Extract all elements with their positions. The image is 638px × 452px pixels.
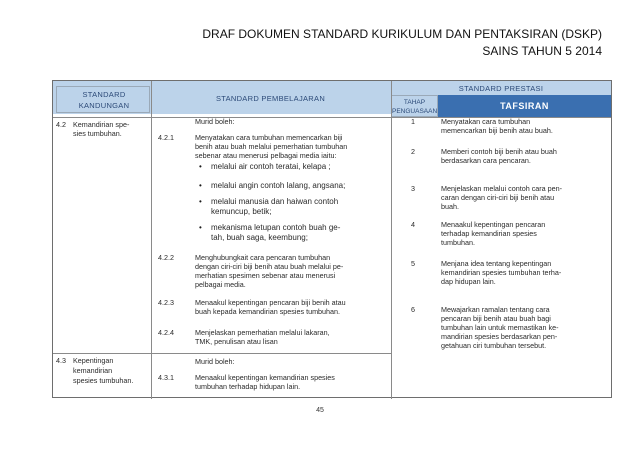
tafsiran-text: getahuan ciri tumbuhan tersebut. [441,341,547,350]
tafsiran-text: buah. [441,202,459,211]
bullet-text: melalui air contoh teratai, kelapa ; [211,162,331,171]
tahap-number: 5 [411,259,415,268]
pembelajaran-text: sebenar atau menerusi pelbagai media iaitu: [195,151,337,160]
pembelajaran-code: 4.2.2 [158,253,174,262]
header-kandungan-line1: STANDARD [82,90,126,99]
bullet-text: tah, buah saga, keembung; [211,233,308,242]
page-number: 45 [316,407,324,414]
bullet-dot-icon: • [199,197,202,206]
kandungan-text: spesies tumbuhan. [73,376,134,385]
kandungan-text: Kemandirian spe- [73,120,130,129]
header-standard-prestasi: STANDARD PRESTASI [458,84,544,93]
header-subtitle: SAINS TAHUN 5 2014 [482,44,602,58]
bullet-text: melalui manusia dan haiwan contoh [211,197,339,206]
bullet-dot-icon: • [199,181,202,190]
bullet-dot-icon: • [199,223,202,232]
pembelajaran-text: Menaakul kepentingan kemandirian spesies [195,373,335,382]
tahap-number: 3 [411,184,415,193]
tafsiran-text: caran dengan ciri-ciri biji benih atau [441,193,555,202]
tahap-number: 6 [411,305,415,314]
pembelajaran-text: TMK, penulisan atau lisan [195,337,278,346]
tafsiran-text: kemandirian spesies tumbuhan terha- [441,268,562,277]
tafsiran-text: Memberi contoh biji benih atau buah [441,147,557,156]
pembelajaran-code: 4.2.3 [158,298,174,307]
tafsiran-text: Mewajarkan ramalan tentang cara [441,305,550,314]
row-divider [53,353,391,354]
pembelajaran-text: buah kepada kemandirian spesies tumbuhan. [195,307,341,316]
header-standard-kandungan-label [57,89,151,111]
pembelajaran-code: 4.2.4 [158,328,174,337]
tafsiran-text: dap hidupan lain. [441,277,496,286]
header-standard-kandungan [56,86,150,113]
murid-boleh-label: Murid boleh: [195,357,235,366]
tafsiran-text: memencarkan biji benih atau buah. [441,126,553,135]
header-title: DRAF DOKUMEN STANDARD KURIKULUM DAN PENTAKSIRAN (DSKP) [202,27,602,41]
tafsiran-text: Menaakul kepentingan pencaran [441,220,546,229]
tafsiran-text: terhadap kemandirian spesies [441,229,537,238]
pembelajaran-text: Menghubungkait cara pencaran tumbuhan [195,253,331,262]
tahap-number: 2 [411,147,415,156]
pembelajaran-text: tumbuhan terhadap hidupan lain. [195,382,301,391]
kandungan-code: 4.3 [56,356,66,365]
pembelajaran-text: benih atau buah melalui pemerhatian tumbuhan [195,142,348,151]
header-tahap-penguasaan [391,95,438,117]
pembelajaran-text: Menaakul kepentingan pencaran biji benih atau [195,298,346,307]
pembelajaran-text: merhatian spesimen sebenar atau menerusi [195,271,336,280]
tahap-number: 1 [411,117,415,126]
header-standard-pembelajaran: STANDARD PEMBELAJARAN [215,94,326,103]
pembelajaran-text: Menyatakan cara tumbuhan memencarkan biji [195,133,343,142]
tafsiran-text: pencaran biji benih atau buah bagi [441,314,551,323]
murid-boleh-label: Murid boleh: [195,117,235,126]
header-kandungan-line2: KANDUNGAN [78,101,130,110]
pembelajaran-text: dengan ciri-ciri biji benih atau buah melalui pe- [195,262,344,271]
column-divider [391,81,392,399]
pembelajaran-text: Menjelaskan pemerhatian melalui lakaran, [195,328,330,337]
header-tafsiran: TAFSIRAN [438,95,611,117]
tafsiran-text: tumbuhan lain untuk memastikan ke- [441,323,559,332]
bullet-text: kemuncup, betik; [211,207,272,216]
kandungan-code: 4.2 [56,120,66,129]
pembelajaran-code: 4.3.1 [158,373,174,382]
tafsiran-text: mandirian spesies berdasarkan pen- [441,332,558,341]
tafsiran-text: Menyatakan cara tumbuhan [441,117,531,126]
tafsiran-text: Menjelaskan melalui contoh cara pen- [441,184,563,193]
kandungan-text: kemandirian [73,366,113,375]
pembelajaran-code: 4.2.1 [158,133,174,142]
bullet-dot-icon: • [199,162,202,171]
header-tahap-line2: PENGUASAAN [392,108,438,115]
document-header [202,26,602,60]
pembelajaran-text: pelbagai media. [195,280,246,289]
bullet-text: mekanisma letupan contoh buah ge- [211,223,341,232]
kandungan-text: Kepentingan [73,356,114,365]
tafsiran-text: Menjana idea tentang kepentingan [441,259,552,268]
kandungan-text: sies tumbuhan. [73,129,122,138]
curriculum-table [52,80,612,398]
tafsiran-text: tumbuhan. [441,238,475,247]
column-divider [151,81,152,399]
tafsiran-text: berdasarkan cara pencaran. [441,156,531,165]
header-tahap-line1: TAHAP [403,99,426,106]
tahap-number: 4 [411,220,415,229]
bullet-text: melalui angin contoh lalang, angsana; [211,181,346,190]
